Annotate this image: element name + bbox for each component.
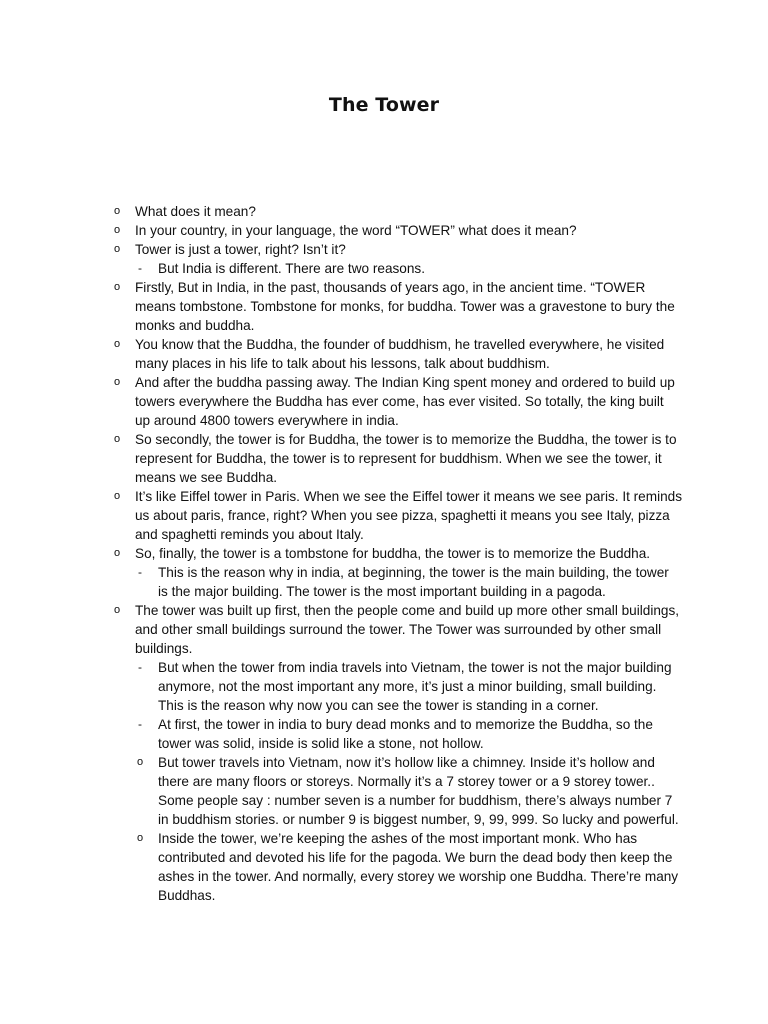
dash-bullet-icon: - — [138, 565, 142, 579]
list-item-text: But India is different. There are two reasons. — [158, 261, 425, 276]
circle-bullet-icon: o — [113, 604, 121, 616]
list-item-text: But when the tower from india travels into Vietnam, the tower is not the major building anymore, not the most important any more, it’s just a minor building, small building. This is the reason why now you can see the tower is standing in a corner. — [158, 660, 672, 713]
list-item — [0, 373, 768, 430]
sub-list-item — [0, 259, 768, 278]
circle-bullet-icon: o — [136, 832, 144, 844]
page-title: The Tower — [328, 94, 440, 116]
list-item-text: It’s like Eiffel tower in Paris. When we see the Eiffel tower it means we see paris. It reminds us about paris, france, right? When you see pizza, spaghetti it means you see Italy, pizza and spaghetti reminds you about Italy. — [135, 489, 683, 542]
sub-list-item — [0, 753, 768, 829]
list-item-text: And after the buddha passing away. The Indian King spent money and ordered to build up towers everywhere the Buddha has ever come, has ever visited. So totally, the king built up around 4800 towers everywhere in india. — [135, 375, 675, 428]
circle-bullet-icon: o — [113, 547, 121, 559]
list-item — [0, 278, 768, 335]
list-item-text: Inside the tower, we’re keeping the ashes of the most important monk. Who has contributed and devoted his life for the pagoda. We burn the dead body then keep the ashes in the tower. And normally, every storey we worship one Buddha. There’re many Buddhas. — [158, 831, 679, 903]
list-item-text: This is the reason why in india, at beginning, the tower is the main building, the tower is the major building. The tower is the most important building in a pagoda. — [158, 565, 669, 599]
list-item-text: The tower was built up first, then the people come and build up more other small buildings, and other small buildings surround the tower. The Tower was surrounded by other small buildings. — [135, 603, 680, 656]
dash-bullet-icon: - — [138, 717, 142, 731]
list-item — [0, 240, 768, 259]
sub-list-item — [0, 563, 768, 601]
circle-bullet-icon: o — [113, 281, 121, 293]
list-item-text: You know that the Buddha, the founder of buddhism, he travelled everywhere, he visited many places in his life to talk about his lessons, talk about buddhism. — [135, 337, 665, 371]
list-item-text: Tower is just a tower, right? Isn’t it? — [135, 242, 346, 257]
list-item — [0, 335, 768, 373]
list-item-text: Firstly, But in India, in the past, thousands of years ago, in the ancient time. “TOWER means tombstone. Tombstone for monks, for buddha. Tower was a gravestone to bury the monks and buddha. — [135, 280, 675, 333]
list-item-text: So, finally, the tower is a tombstone for buddha, the tower is to memorize the Buddha. — [135, 546, 651, 561]
sub-list-item — [0, 715, 768, 753]
list-item — [0, 202, 768, 221]
circle-bullet-icon: o — [113, 338, 121, 350]
list-item — [0, 221, 768, 240]
list-item — [0, 601, 768, 658]
circle-bullet-icon: o — [113, 224, 121, 236]
bullet-list — [0, 202, 768, 905]
circle-bullet-icon: o — [113, 205, 121, 217]
dash-bullet-icon: - — [138, 660, 142, 674]
list-item — [0, 430, 768, 487]
list-item — [0, 544, 768, 563]
circle-bullet-icon: o — [113, 433, 121, 445]
list-item-text: So secondly, the tower is for Buddha, the tower is to memorize the Buddha, the tower is to represent for Buddha, the tower is to represent for buddhism. When we see the tower, it means we see Buddha. — [135, 432, 677, 485]
circle-bullet-icon: o — [113, 376, 121, 388]
list-item-text: But tower travels into Vietnam, now it’s hollow like a chimney. Inside it’s hollow and there are many floors or storeys. Normally it’s a 7 storey tower or a 9 storey tower.. Some people say : number seven is a number for buddhism, there’s always number 7 in buddhism stories. or number 9 is biggest number, 9, 99, 999. So lucky and powerful. — [158, 755, 679, 827]
list-item-text: In your country, in your language, the word “TOWER” what does it mean? — [135, 223, 577, 238]
circle-bullet-icon: o — [113, 490, 121, 502]
circle-bullet-icon: o — [113, 243, 121, 255]
list-item-text: What does it mean? — [135, 204, 256, 219]
circle-bullet-icon: o — [136, 756, 144, 768]
list-item-text: At first, the tower in india to bury dead monks and to memorize the Buddha, so the tower was solid, inside is solid like a stone, not hollow. — [158, 717, 653, 751]
sub-list-item — [0, 829, 768, 905]
sub-list-item — [0, 658, 768, 715]
dash-bullet-icon: - — [138, 261, 142, 275]
list-item — [0, 487, 768, 544]
